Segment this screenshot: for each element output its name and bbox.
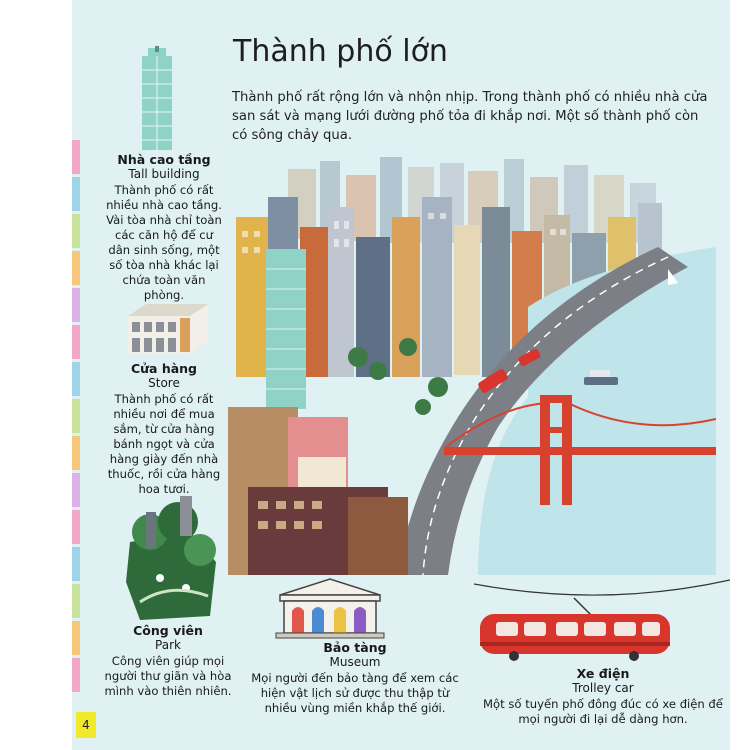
edge-tab bbox=[72, 399, 80, 433]
edge-tab bbox=[72, 510, 80, 544]
entry-title-vn: Cửa hàng bbox=[130, 361, 198, 376]
entry-description: Mọi người đến bảo tàng để xem các hiện vật lịch sử được thu thập từ nhiều vùng miền khắp thế giới. bbox=[251, 671, 459, 715]
entry-title-en: Museum bbox=[329, 655, 381, 669]
entry-park bbox=[98, 623, 238, 699]
page-title: Thành phố lớn bbox=[233, 34, 448, 69]
edge-tab bbox=[72, 436, 80, 470]
edge-tab bbox=[72, 658, 80, 692]
entry-description: Thành phố có rất nhiều nhà cao tầng. Vài tòa nhà chỉ toàn các căn hộ để cư dân sinh sống, một số tòa nhà khác lại chứa toàn văn phòng. bbox=[106, 183, 222, 302]
trolley-illustration bbox=[474, 574, 730, 666]
edge-tab bbox=[72, 177, 80, 211]
intro-paragraph: Thành phố rất rộng lớn và nhộn nhịp. Trong thành phố có nhiều nhà cửa san sát và mạng lưới đường phố tỏa đi khắp nơi. Một số thành phố còn có sông chảy qua. bbox=[232, 90, 708, 143]
entry-description: Một số tuyến phố đông đúc có xe điện để mọi người đi lại dễ dàng hơn. bbox=[483, 697, 723, 726]
entry-title-vn: Công viên bbox=[133, 623, 203, 638]
edge-tab bbox=[72, 214, 80, 248]
entry-title-en: Trolley car bbox=[572, 681, 634, 695]
city-scene-illustration bbox=[228, 157, 716, 575]
edge-tab bbox=[72, 140, 80, 174]
entry-title-vn: Nhà cao tầng bbox=[117, 152, 211, 167]
edge-tabs bbox=[72, 140, 80, 700]
edge-tab bbox=[72, 584, 80, 618]
entry-title-vn: Xe điện bbox=[576, 666, 630, 681]
edge-tab bbox=[72, 473, 80, 507]
museum-illustration bbox=[272, 577, 388, 639]
entry-store bbox=[103, 361, 225, 497]
entry-description: Công viên giúp mọi người thư giãn và hòa mình vào thiên nhiên. bbox=[104, 654, 232, 698]
store-illustration bbox=[124, 302, 210, 356]
edge-tab bbox=[72, 288, 80, 322]
page-number: 4 bbox=[76, 712, 96, 738]
park-illustration bbox=[120, 492, 224, 622]
edge-tab bbox=[72, 325, 80, 359]
edge-tab bbox=[72, 362, 80, 396]
entry-title-en: Store bbox=[148, 376, 180, 390]
entry-title-en: Tall building bbox=[128, 167, 200, 181]
entry-tall-building bbox=[103, 152, 225, 303]
entry-trolley bbox=[476, 666, 730, 727]
entry-museum bbox=[244, 640, 466, 716]
entry-description: Thành phố có rất nhiều nơi để mua sắm, từ cửa hàng bánh ngọt và cửa hàng giày đến nhà thuốc, rồi cửa hàng hoa tươi. bbox=[107, 392, 221, 496]
entry-title-en: Park bbox=[155, 638, 181, 652]
edge-tab bbox=[72, 547, 80, 581]
edge-tab bbox=[72, 621, 80, 655]
tall-building-illustration bbox=[136, 46, 180, 152]
edge-tab bbox=[72, 251, 80, 285]
entry-title-vn: Bảo tàng bbox=[323, 640, 387, 655]
